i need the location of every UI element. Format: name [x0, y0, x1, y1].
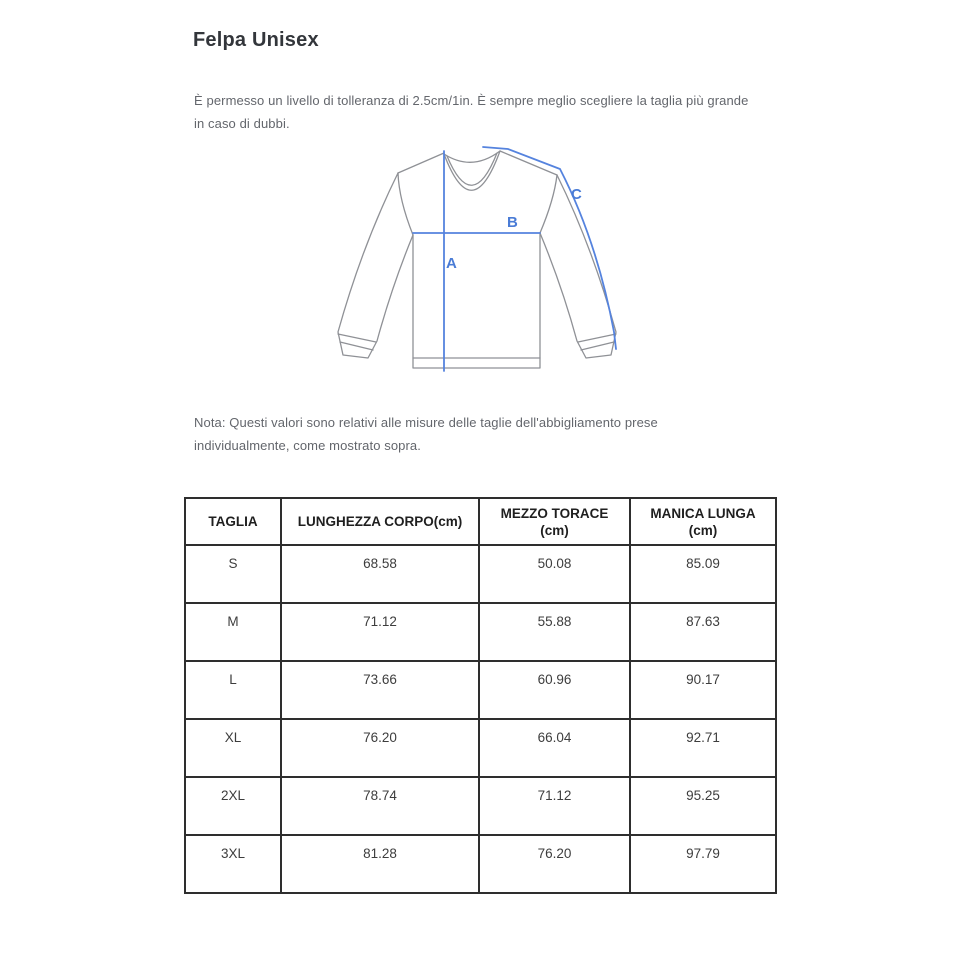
measure-label-c: C: [571, 186, 582, 203]
column-header-mezzo-torace: [479, 498, 630, 545]
table-row-s: [185, 545, 776, 603]
sweatshirt-diagram: [330, 138, 645, 383]
sweatshirt-diagram-svg: [330, 138, 645, 383]
header-line: LUNGHEZZA CORPO(cm): [297, 514, 463, 529]
tolerance-note: [194, 89, 794, 135]
cell-lunghezza: 76.20: [281, 719, 479, 777]
collar-top-arc: [444, 151, 500, 162]
measurement-note-line1: Nota: Questi valori sono relativi alle misure delle taglie dell'abbigliamento prese: [194, 415, 658, 430]
cell-taglia: S: [185, 545, 281, 603]
cell-manica: 90.17: [630, 661, 776, 719]
tolerance-note-line2: in caso di dubbi.: [194, 116, 290, 131]
table-row-m: [185, 603, 776, 661]
measure-lines: [413, 147, 616, 371]
cell-taglia: XL: [185, 719, 281, 777]
right-armhole-seam: [540, 175, 557, 233]
page-title: Felpa Unisex: [193, 29, 319, 52]
right-cuff-line1: [578, 334, 616, 342]
cell-manica: 95.25: [630, 777, 776, 835]
header-line: (cm): [688, 522, 718, 538]
cell-manica: 97.79: [630, 835, 776, 893]
left-cuff-line2: [340, 342, 373, 350]
cell-taglia: L: [185, 661, 281, 719]
body-outline: [413, 233, 540, 368]
left-armhole-seam: [398, 173, 413, 235]
right-shoulder-line: [500, 151, 557, 175]
header-line: MEZZO TORACE: [500, 505, 609, 521]
cell-torace: 71.12: [479, 777, 630, 835]
cell-torace: 55.88: [479, 603, 630, 661]
cell-manica: 87.63: [630, 603, 776, 661]
cell-lunghezza: 68.58: [281, 545, 479, 603]
column-header-lunghezza-corpo: [281, 498, 479, 545]
measure-label-b: B: [507, 214, 518, 231]
left-shoulder-line: [398, 153, 444, 173]
cell-lunghezza: 71.12: [281, 603, 479, 661]
right-cuff-line2: [581, 342, 614, 350]
cell-manica: 92.71: [630, 719, 776, 777]
left-cuff-line1: [338, 334, 376, 342]
cell-torace: 50.08: [479, 545, 630, 603]
column-header-taglia: [185, 498, 281, 545]
size-table-header-row: [185, 498, 776, 545]
table-row-l: [185, 661, 776, 719]
column-header-manica-lunga: [630, 498, 776, 545]
header-line: TAGLIA: [208, 514, 258, 529]
cell-taglia: 2XL: [185, 777, 281, 835]
measure-label-a: A: [446, 255, 457, 272]
cell-taglia: M: [185, 603, 281, 661]
cell-lunghezza: 73.66: [281, 661, 479, 719]
cell-manica: 85.09: [630, 545, 776, 603]
header-line: MANICA LUNGA: [650, 505, 756, 521]
header-line: (cm): [540, 522, 569, 538]
cell-torace: 76.20: [479, 835, 630, 893]
cell-lunghezza: 81.28: [281, 835, 479, 893]
sweatshirt-outline: [338, 151, 616, 368]
size-table: [184, 497, 777, 894]
cell-torace: 66.04: [479, 719, 630, 777]
measurement-note-line2: individualmente, come mostrato sopra.: [194, 438, 421, 453]
measurement-note: [194, 411, 794, 457]
table-row-3xl: [185, 835, 776, 893]
cell-taglia: 3XL: [185, 835, 281, 893]
measure-line-c: [483, 147, 616, 349]
cell-torace: 60.96: [479, 661, 630, 719]
cell-lunghezza: 78.74: [281, 777, 479, 835]
table-row-2xl: [185, 777, 776, 835]
table-row-xl: [185, 719, 776, 777]
tolerance-note-line1: È permesso un livello di tolleranza di 2.5cm/1in. È sempre meglio scegliere la taglia più grande: [194, 93, 749, 108]
